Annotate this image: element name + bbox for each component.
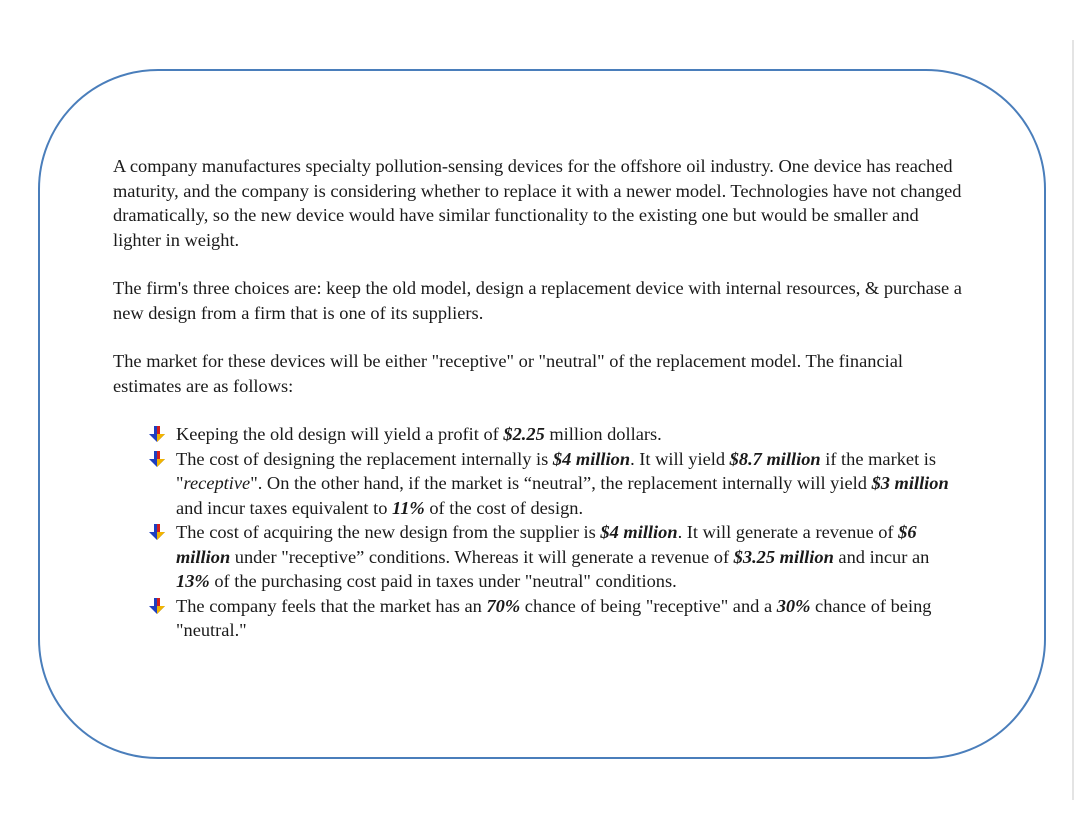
- item-value: $4 million: [600, 522, 678, 542]
- down-arrow-bullet-icon: [148, 597, 166, 615]
- item-value: $3.25 million: [733, 546, 834, 567]
- paragraph-choices: The firm's three choices are: keep the old model, design a replacement device with internal resources, & purchase a new design from a firm that is one of its suppliers.: [113, 278, 962, 323]
- list-item-design-internal: [148, 447, 963, 521]
- item-text: chance of being "receptive" and a: [520, 595, 777, 616]
- item-value: $6 million: [176, 522, 917, 567]
- item-text: The company feels that the market has an: [176, 595, 487, 616]
- document-body: [113, 154, 963, 643]
- item-text: of the cost of design.: [424, 497, 584, 518]
- item-value: $8.7 million: [729, 448, 821, 469]
- item-value: 30%: [776, 595, 811, 616]
- item-text: Keeping the old design will yield a profit of: [176, 424, 504, 444]
- down-arrow-bullet-icon: [148, 425, 166, 443]
- item-value: $3 million: [871, 473, 949, 493]
- paragraph-market: The market for these devices will be either "receptive" or "neutral" of the replacement model. The financial estimates are as follows:: [113, 351, 904, 396]
- item-value: $4 million: [552, 448, 631, 469]
- item-text: ". On the other hand, if the market is “neutral”, the replacement internally will yield: [250, 473, 872, 493]
- item-value: 13%: [176, 571, 210, 591]
- item-text: and incur taxes equivalent to: [176, 497, 393, 518]
- item-text: . It will generate a revenue of: [677, 522, 899, 542]
- item-text: under "receptive” conditions. Whereas it will generate a revenue of: [230, 546, 734, 567]
- item-text: if the market is ": [176, 448, 937, 493]
- down-arrow-bullet-icon: [148, 450, 166, 468]
- item-value: 70%: [486, 595, 521, 616]
- item-value: 11%: [392, 497, 425, 518]
- scrollbar-track[interactable]: [1072, 40, 1074, 800]
- item-value: $2.25: [503, 424, 545, 444]
- item-text: chance of being "neutral.": [176, 595, 932, 640]
- item-text: of the purchasing cost paid in taxes under "neutral" conditions.: [209, 571, 677, 591]
- item-text: million dollars.: [544, 424, 662, 444]
- paragraph-intro: A company manufactures specialty pollution-sensing devices for the offshore oil industry. One device has reached maturity, and the company is considering whether to replace it with a newer model. Technologies have not changed dramatically, so the new device would have similar functionality to the existing one but would be smaller and lighter in weight.: [113, 156, 962, 250]
- down-arrow-bullet-icon: [148, 523, 166, 541]
- list-item-keep-old: [148, 422, 963, 447]
- item-text: and incur an: [833, 546, 930, 567]
- estimates-list: [113, 422, 963, 643]
- list-item-market-probability: [148, 594, 963, 643]
- item-emphasis: receptive: [183, 473, 251, 493]
- item-text: . It will yield: [630, 448, 730, 469]
- item-text: The cost of acquiring the new design from the supplier is: [176, 522, 601, 542]
- item-text: The cost of designing the replacement internally is: [176, 448, 553, 469]
- list-item-acquire-supplier: [148, 520, 963, 594]
